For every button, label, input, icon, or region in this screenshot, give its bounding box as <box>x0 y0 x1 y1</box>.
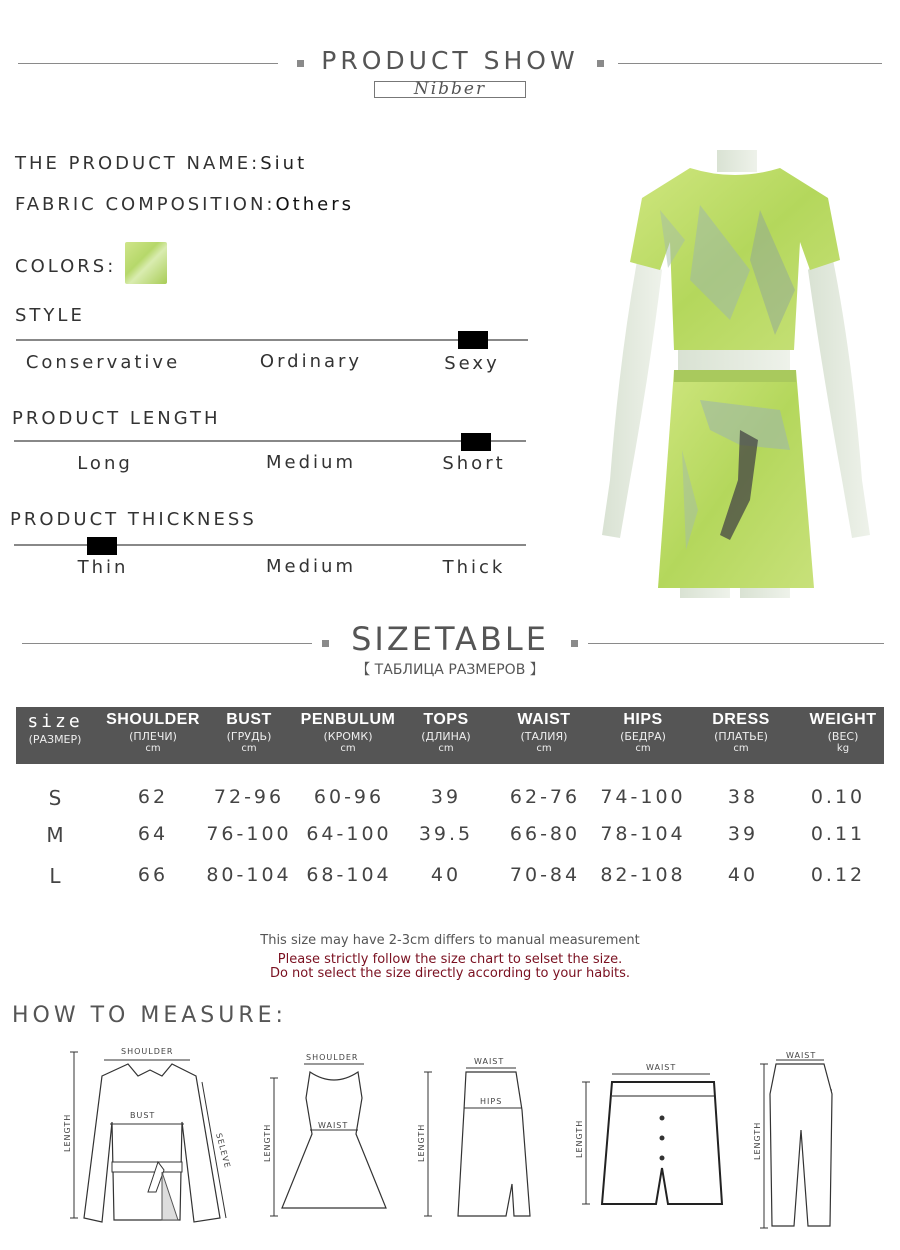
col-penbulum-ru: (КРОМК) <box>323 730 373 743</box>
sizetable-rule-left <box>22 643 312 644</box>
thickness-title: PRODUCT THICKNESS <box>10 509 257 530</box>
header-rule-right <box>618 63 882 64</box>
dress-length-label: LENGTH <box>263 1123 272 1162</box>
dress-waist-label: WAIST <box>318 1121 349 1130</box>
col-size-ru: (РАЗМЕР) <box>28 733 82 746</box>
row-m-waist: 66-80 <box>509 823 581 845</box>
row-s-size: S <box>48 786 62 810</box>
row-s-penbulum: 60-96 <box>313 786 385 808</box>
row-m-weight: 0.11 <box>810 823 866 845</box>
style-title: STYLE <box>15 305 85 326</box>
fabric-label: FABRIC COMPOSITION: <box>15 194 276 215</box>
header-rule-left <box>18 63 278 64</box>
pants-diagram <box>746 1050 846 1232</box>
col-tops <box>410 707 482 764</box>
col-tops-ru: (ДЛИНА) <box>421 730 471 743</box>
col-bust <box>212 707 286 764</box>
jacket-bust-label: BUST <box>130 1111 156 1120</box>
style-option-conservative: Conservative <box>25 352 181 373</box>
fabric-value: Others <box>275 194 354 215</box>
col-tops-name: TOPS <box>423 711 469 728</box>
col-shoulder-ru: (ПЛЕЧИ) <box>129 730 177 743</box>
table-row-l <box>16 864 884 894</box>
row-l-size: L <box>49 864 61 888</box>
row-l-weight: 0.12 <box>810 864 866 886</box>
pants-length-label: LENGTH <box>753 1121 762 1160</box>
col-shoulder <box>94 707 212 764</box>
row-l-shoulder: 66 <box>137 864 169 886</box>
length-option-medium: Medium <box>266 452 356 473</box>
row-s-tops: 39 <box>430 786 462 808</box>
style-marker <box>458 331 488 349</box>
jacket-shoulder-label: SHOULDER <box>121 1047 174 1056</box>
col-dress <box>680 707 802 764</box>
col-tops-unit: cm <box>438 743 454 754</box>
thickness-option-medium: Medium <box>266 556 356 577</box>
row-l-tops: 40 <box>430 864 462 886</box>
shorts-diagram <box>568 1058 738 1208</box>
col-shoulder-name: SHOULDER <box>106 711 200 728</box>
row-s-waist: 62-76 <box>509 786 581 808</box>
shorts-length-label: LENGTH <box>575 1119 584 1158</box>
col-hips-unit: cm <box>635 743 651 754</box>
skirt-waist-label: WAIST <box>474 1057 505 1066</box>
product-name-value: Siut <box>260 153 308 174</box>
jacket-length-label: LENGTH <box>63 1113 72 1152</box>
style-option-ordinary: Ordinary <box>259 351 363 372</box>
col-penbulum-name: PENBULUM <box>300 711 396 728</box>
col-bust-name: BUST <box>226 711 272 728</box>
thickness-marker <box>87 537 117 555</box>
skirt-hips-label: HIPS <box>480 1097 503 1106</box>
col-weight <box>802 707 884 764</box>
col-size <box>16 707 94 764</box>
sizetable-rule-right <box>588 643 884 644</box>
product-name-row <box>15 153 307 174</box>
note-follow-chart: Please strictly follow the size chart to selset the size. <box>277 952 623 967</box>
col-penbulum <box>286 707 410 764</box>
row-s-shoulder: 62 <box>137 786 169 808</box>
color-swatch[interactable] <box>125 242 167 284</box>
brand-name: Nibber <box>374 81 526 98</box>
jacket-diagram <box>58 1042 248 1227</box>
row-s-weight: 0.10 <box>810 786 866 808</box>
row-m-tops: 39.5 <box>418 823 474 845</box>
row-m-hips: 78-104 <box>600 823 686 845</box>
length-marker <box>461 433 491 451</box>
row-l-waist: 70-84 <box>509 864 581 886</box>
length-option-short: Short <box>442 453 506 474</box>
col-dress-unit: cm <box>733 743 749 754</box>
pants-waist-label: WAIST <box>786 1051 817 1060</box>
col-dress-ru: (ПЛАТЬЕ) <box>714 730 768 743</box>
jacket-sleeve-label: SELEVE <box>214 1132 233 1170</box>
table-row-s <box>16 786 884 816</box>
col-weight-unit: kg <box>836 743 850 754</box>
colors-label: COLORS: <box>15 256 117 277</box>
col-hips <box>606 707 680 764</box>
row-s-bust: 72-96 <box>213 786 285 808</box>
row-s-dress: 38 <box>727 786 759 808</box>
dress-diagram <box>262 1048 392 1223</box>
note-measurement: This size may have 2-3cm differs to manual measurement <box>260 933 640 948</box>
size-table-header <box>16 707 884 764</box>
dress-shoulder-label: SHOULDER <box>306 1053 359 1062</box>
col-bust-unit: cm <box>241 743 257 754</box>
row-l-bust: 80-104 <box>206 864 292 886</box>
row-s-hips: 74-100 <box>600 786 686 808</box>
shorts-waist-label: WAIST <box>646 1063 677 1072</box>
sizetable-title: SIZETABLE <box>351 620 549 658</box>
col-weight-name: WEIGHT <box>809 711 877 728</box>
product-photo <box>590 150 880 598</box>
row-l-hips: 82-108 <box>600 864 686 886</box>
col-size-name: size <box>27 711 83 732</box>
col-hips-name: HIPS <box>623 711 663 728</box>
length-option-long: Long <box>77 453 133 474</box>
sizetable-dot-right <box>571 640 578 647</box>
sizetable-subtitle: 【 ТАБЛИЦА РАЗМЕРОВ 】 <box>356 662 544 678</box>
sizetable-dot-left <box>322 640 329 647</box>
row-m-bust: 76-100 <box>206 823 292 845</box>
length-title: PRODUCT LENGTH <box>12 408 221 429</box>
col-waist-ru: (ТАЛИЯ) <box>520 730 568 743</box>
row-l-penbulum: 68-104 <box>306 864 392 886</box>
fabric-row <box>15 194 354 215</box>
col-dress-name: DRESS <box>712 711 770 728</box>
skirt-length-label: LENGTH <box>417 1123 426 1162</box>
row-m-shoulder: 64 <box>137 823 169 845</box>
product-name-label: THE PRODUCT NAME: <box>15 153 261 174</box>
col-waist <box>482 707 606 764</box>
length-scale-line <box>14 440 526 442</box>
col-weight-ru: (ВЕС) <box>827 730 859 743</box>
col-hips-ru: (БЕДРА) <box>620 730 666 743</box>
header-dot-right <box>597 60 604 67</box>
row-m-size: M <box>46 823 64 847</box>
col-waist-unit: cm <box>536 743 552 754</box>
thickness-option-thin: Thin <box>77 557 129 578</box>
row-m-penbulum: 64-100 <box>306 823 392 845</box>
note-habits: Do not select the size directly according to your habits. <box>269 966 631 981</box>
how-to-measure-title: HOW TO MEASURE: <box>12 1003 287 1028</box>
skirt-diagram <box>410 1054 540 1224</box>
col-bust-ru: (ГРУДЬ) <box>226 730 272 743</box>
col-penbulum-unit: cm <box>340 743 356 754</box>
thickness-option-thick: Thick <box>442 557 506 578</box>
row-l-dress: 40 <box>727 864 759 886</box>
page-title: PRODUCT SHOW <box>321 46 579 75</box>
col-waist-name: WAIST <box>517 711 571 728</box>
row-m-dress: 39 <box>727 823 759 845</box>
table-row-m <box>16 823 884 853</box>
style-scale-line <box>16 339 528 341</box>
col-shoulder-unit: cm <box>145 743 161 754</box>
style-option-sexy: Sexy <box>444 353 500 374</box>
